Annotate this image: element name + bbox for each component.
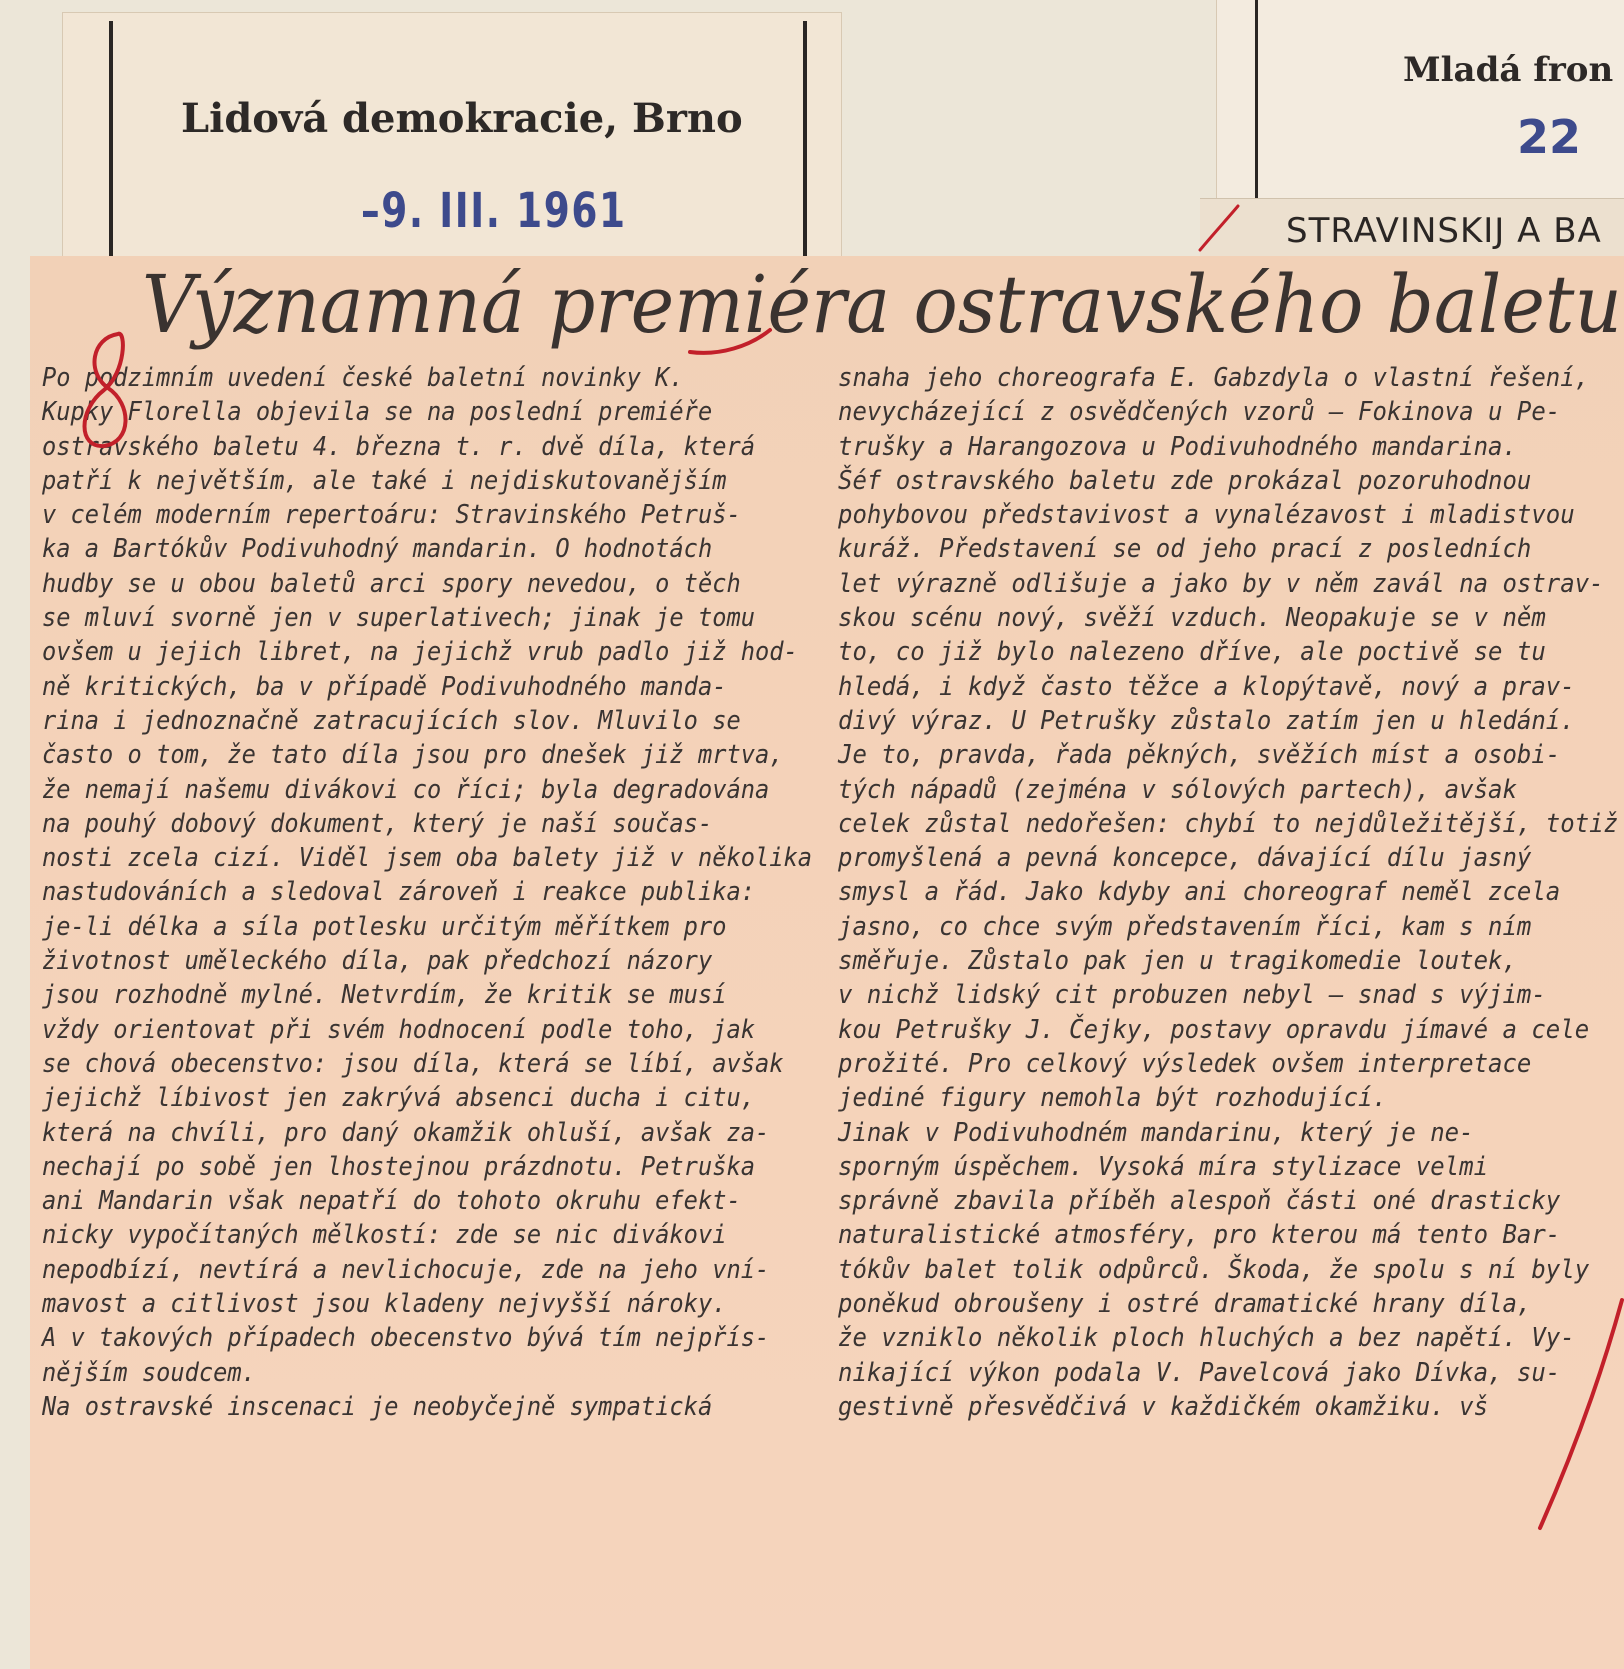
- left-column-line: mavost a citlivost jsou kladeny nejvyšší nároky.: [42, 1289, 727, 1320]
- left-column-line: ka a Bartókův Podivuhodný mandarin. O hodnotách: [42, 534, 713, 565]
- right-column-line: hledá, i když často těžce a klopýtavě, nový a prav-: [838, 671, 1575, 702]
- left-column-line: životnost uměleckého díla, pak předchozí názory: [42, 946, 713, 977]
- right-column-line: poněkud obroušeny i ostré dramatické hrany díla,: [838, 1289, 1532, 1320]
- adjacent-publication-name: Mladá fron: [1403, 50, 1614, 90]
- masthead-rule-right: [803, 21, 807, 271]
- left-column-line: se mluví svorně jen v superlativech; jinak je tomu: [42, 603, 755, 634]
- left-column-line: Na ostravské inscenaci je neobyčejně sympatická: [42, 1391, 713, 1422]
- right-column-line: sporným úspěchem. Vysoká míra stylizace velmi: [838, 1151, 1489, 1182]
- adjacent-masthead-clipping: [1216, 0, 1624, 210]
- right-column-line: smysl a řád. Jako kdyby ani choreograf neměl zcela: [838, 877, 1561, 908]
- right-column-line: kuráž. Představení se od jeho prací z posledních: [838, 534, 1532, 565]
- right-column-line: nevycházející z osvědčených vzorů — Fokinova u Pe-: [838, 397, 1561, 428]
- left-column-line: na pouhý dobový dokument, který je naší součas-: [42, 808, 713, 839]
- article-left-column: [42, 361, 812, 1424]
- date-stamp: –9. III. 1961: [361, 183, 627, 239]
- adjacent-date-stamp: 22: [1517, 110, 1582, 164]
- right-column-line: Je to, pravda, řada pěkných, svěžích míst a osobi-: [838, 740, 1561, 771]
- right-column-line: promyšlená a pevná koncepce, dávající dílu jasný: [838, 843, 1532, 874]
- left-column-line: ovšem u jejich libret, na jejichž vrub padlo již hod-: [42, 637, 798, 668]
- publication-name: Lidová demokracie, Brno: [181, 95, 743, 142]
- left-column-line: je-li délka a síla potlesku určitým měřítkem pro: [42, 911, 727, 942]
- right-column-line: jasno, co chce svým představením říci, kam s ním: [838, 911, 1532, 942]
- right-column-line: kou Petrušky J. Čejky, postavy opravdu jímavé a cele: [838, 1014, 1590, 1045]
- left-column-line: patří k největším, ale také i nejdiskutovanějším: [42, 465, 727, 496]
- left-column-line: A v takových případech obecenstvo bývá tím nejpřís-: [42, 1323, 770, 1354]
- adjacent-headline-strip: [1200, 198, 1624, 262]
- left-column-line: ani Mandarin však nepatří do tohoto okruhu efekt-: [42, 1186, 741, 1217]
- right-column-line: směřuje. Zůstalo pak jen u tragikomedie loutek,: [838, 946, 1517, 977]
- right-column-line: nikající výkon podala V. Pavelcová jako Dívka, su-: [838, 1357, 1561, 1388]
- right-column-line: tókův balet tolik odpůrců. Škoda, že spolu s ní byly: [838, 1254, 1590, 1285]
- right-column-line: Jinak v Podivuhodném mandarinu, který je ne-: [838, 1117, 1474, 1148]
- right-column-line: trušky a Harangozova u Podivuhodného mandarina.: [838, 431, 1517, 462]
- left-column-line: která na chvíli, pro daný okamžik ohluší, avšak za-: [42, 1117, 770, 1148]
- left-column-line: nicky vypočítaných mělkostí: zde se nic divákovi: [42, 1220, 727, 1251]
- right-column-line: jediné figury nemohla být rozhodující.: [838, 1083, 1387, 1114]
- left-column-line: často o tom, že tato díla jsou pro dnešek již mrtva,: [42, 740, 784, 771]
- left-column-line: že nemají našemu divákovi co říci; byla degradována: [42, 774, 770, 805]
- right-column-line: gestivně přesvědčivá v každičkém okamžiku. vš: [838, 1391, 1489, 1422]
- left-column-line: ostravského baletu 4. března t. r. dvě díla, která: [42, 431, 755, 462]
- right-column-line: prožité. Pro celkový výsledek ovšem interpretace: [838, 1048, 1532, 1079]
- adjacent-masthead-rule: [1255, 0, 1258, 210]
- right-column-line: celek zůstal nedořešen: chybí to nejdůležitější, totiž: [838, 808, 1619, 839]
- right-column-line: pohybovou představivost a vynalézavost i mladistvou: [838, 500, 1575, 531]
- right-column-line: tých nápadů (zejména v sólových partech), avšak: [838, 774, 1517, 805]
- left-column-line: nějším soudcem.: [42, 1357, 256, 1388]
- left-column-line: jejichž líbivost jen zakrývá absenci ducha i citu,: [42, 1083, 755, 1114]
- right-column-line: správně zbavila příběh alespoň části oné drasticky: [838, 1186, 1561, 1217]
- right-column-line: skou scénu nový, svěží vzduch. Neopakuje se v něm: [838, 603, 1546, 634]
- left-column-line: Kupky Florella objevila se na poslední premiéře: [42, 397, 713, 428]
- left-column-line: nastudováních a sledoval zároveň i reakce publika:: [42, 877, 755, 908]
- right-column-line: naturalistické atmosféry, pro kterou má tento Bar-: [838, 1220, 1561, 1251]
- right-column-line: v nichž lidský cit probuzen nebyl — snad s výjim-: [838, 980, 1546, 1011]
- right-column-line: divý výraz. U Petrušky zůstalo zatím jen u hledání.: [838, 705, 1575, 736]
- left-column-line: hudby se u obou baletů arci spory nevedou, o těch: [42, 568, 741, 599]
- right-column-line: Šéf ostravského baletu zde prokázal pozoruhodnou: [838, 465, 1532, 496]
- left-column-line: ně kritických, ba v případě Podivuhodného manda-: [42, 671, 727, 702]
- article-clipping: [30, 256, 1624, 1669]
- left-column-line: nechají po sobě jen lhostejnou prázdnotu. Petruška: [42, 1151, 755, 1182]
- left-column-line: nosti zcela cizí. Viděl jsem oba balety již v několika: [42, 843, 813, 874]
- left-column-line: nepodbízí, nevtírá a nevlichocuje, zde na jeho vní-: [42, 1254, 770, 1285]
- adjacent-headline: STRAVINSKIJ A BA: [1286, 211, 1602, 251]
- right-column-line: to, co již bylo nalezeno dříve, ale poctivě se tu: [838, 637, 1546, 668]
- masthead-clipping: [62, 12, 842, 267]
- left-column-line: jsou rozhodně mylné. Netvrdím, že kritik se musí: [42, 980, 727, 1011]
- right-column-line: let výrazně odlišuje a jako by v něm zavál na ostrav-: [838, 568, 1604, 599]
- right-column-line: snaha jeho choreografa E. Gabzdyla o vlastní řešení,: [838, 363, 1590, 393]
- article-headline: Významná premiéra ostravského baletu: [142, 258, 1622, 351]
- left-column-line: vždy orientovat při svém hodnocení podle toho, jak: [42, 1014, 755, 1045]
- left-column-line: se chová obecenstvo: jsou díla, která se líbí, avšak: [42, 1048, 784, 1079]
- left-column-line: Po podzimním uvedení české baletní novinky K.: [42, 363, 684, 393]
- article-right-column: [838, 361, 1618, 1424]
- left-column-line: rina i jednoznačně zatracujících slov. Mluvilo se: [42, 705, 741, 736]
- masthead-rule-left: [109, 21, 113, 271]
- right-column-line: že vzniklo několik ploch hluchých a bez napětí. Vy-: [838, 1323, 1575, 1354]
- left-column-line: v celém moderním repertoáru: Stravinského Petruš-: [42, 500, 741, 531]
